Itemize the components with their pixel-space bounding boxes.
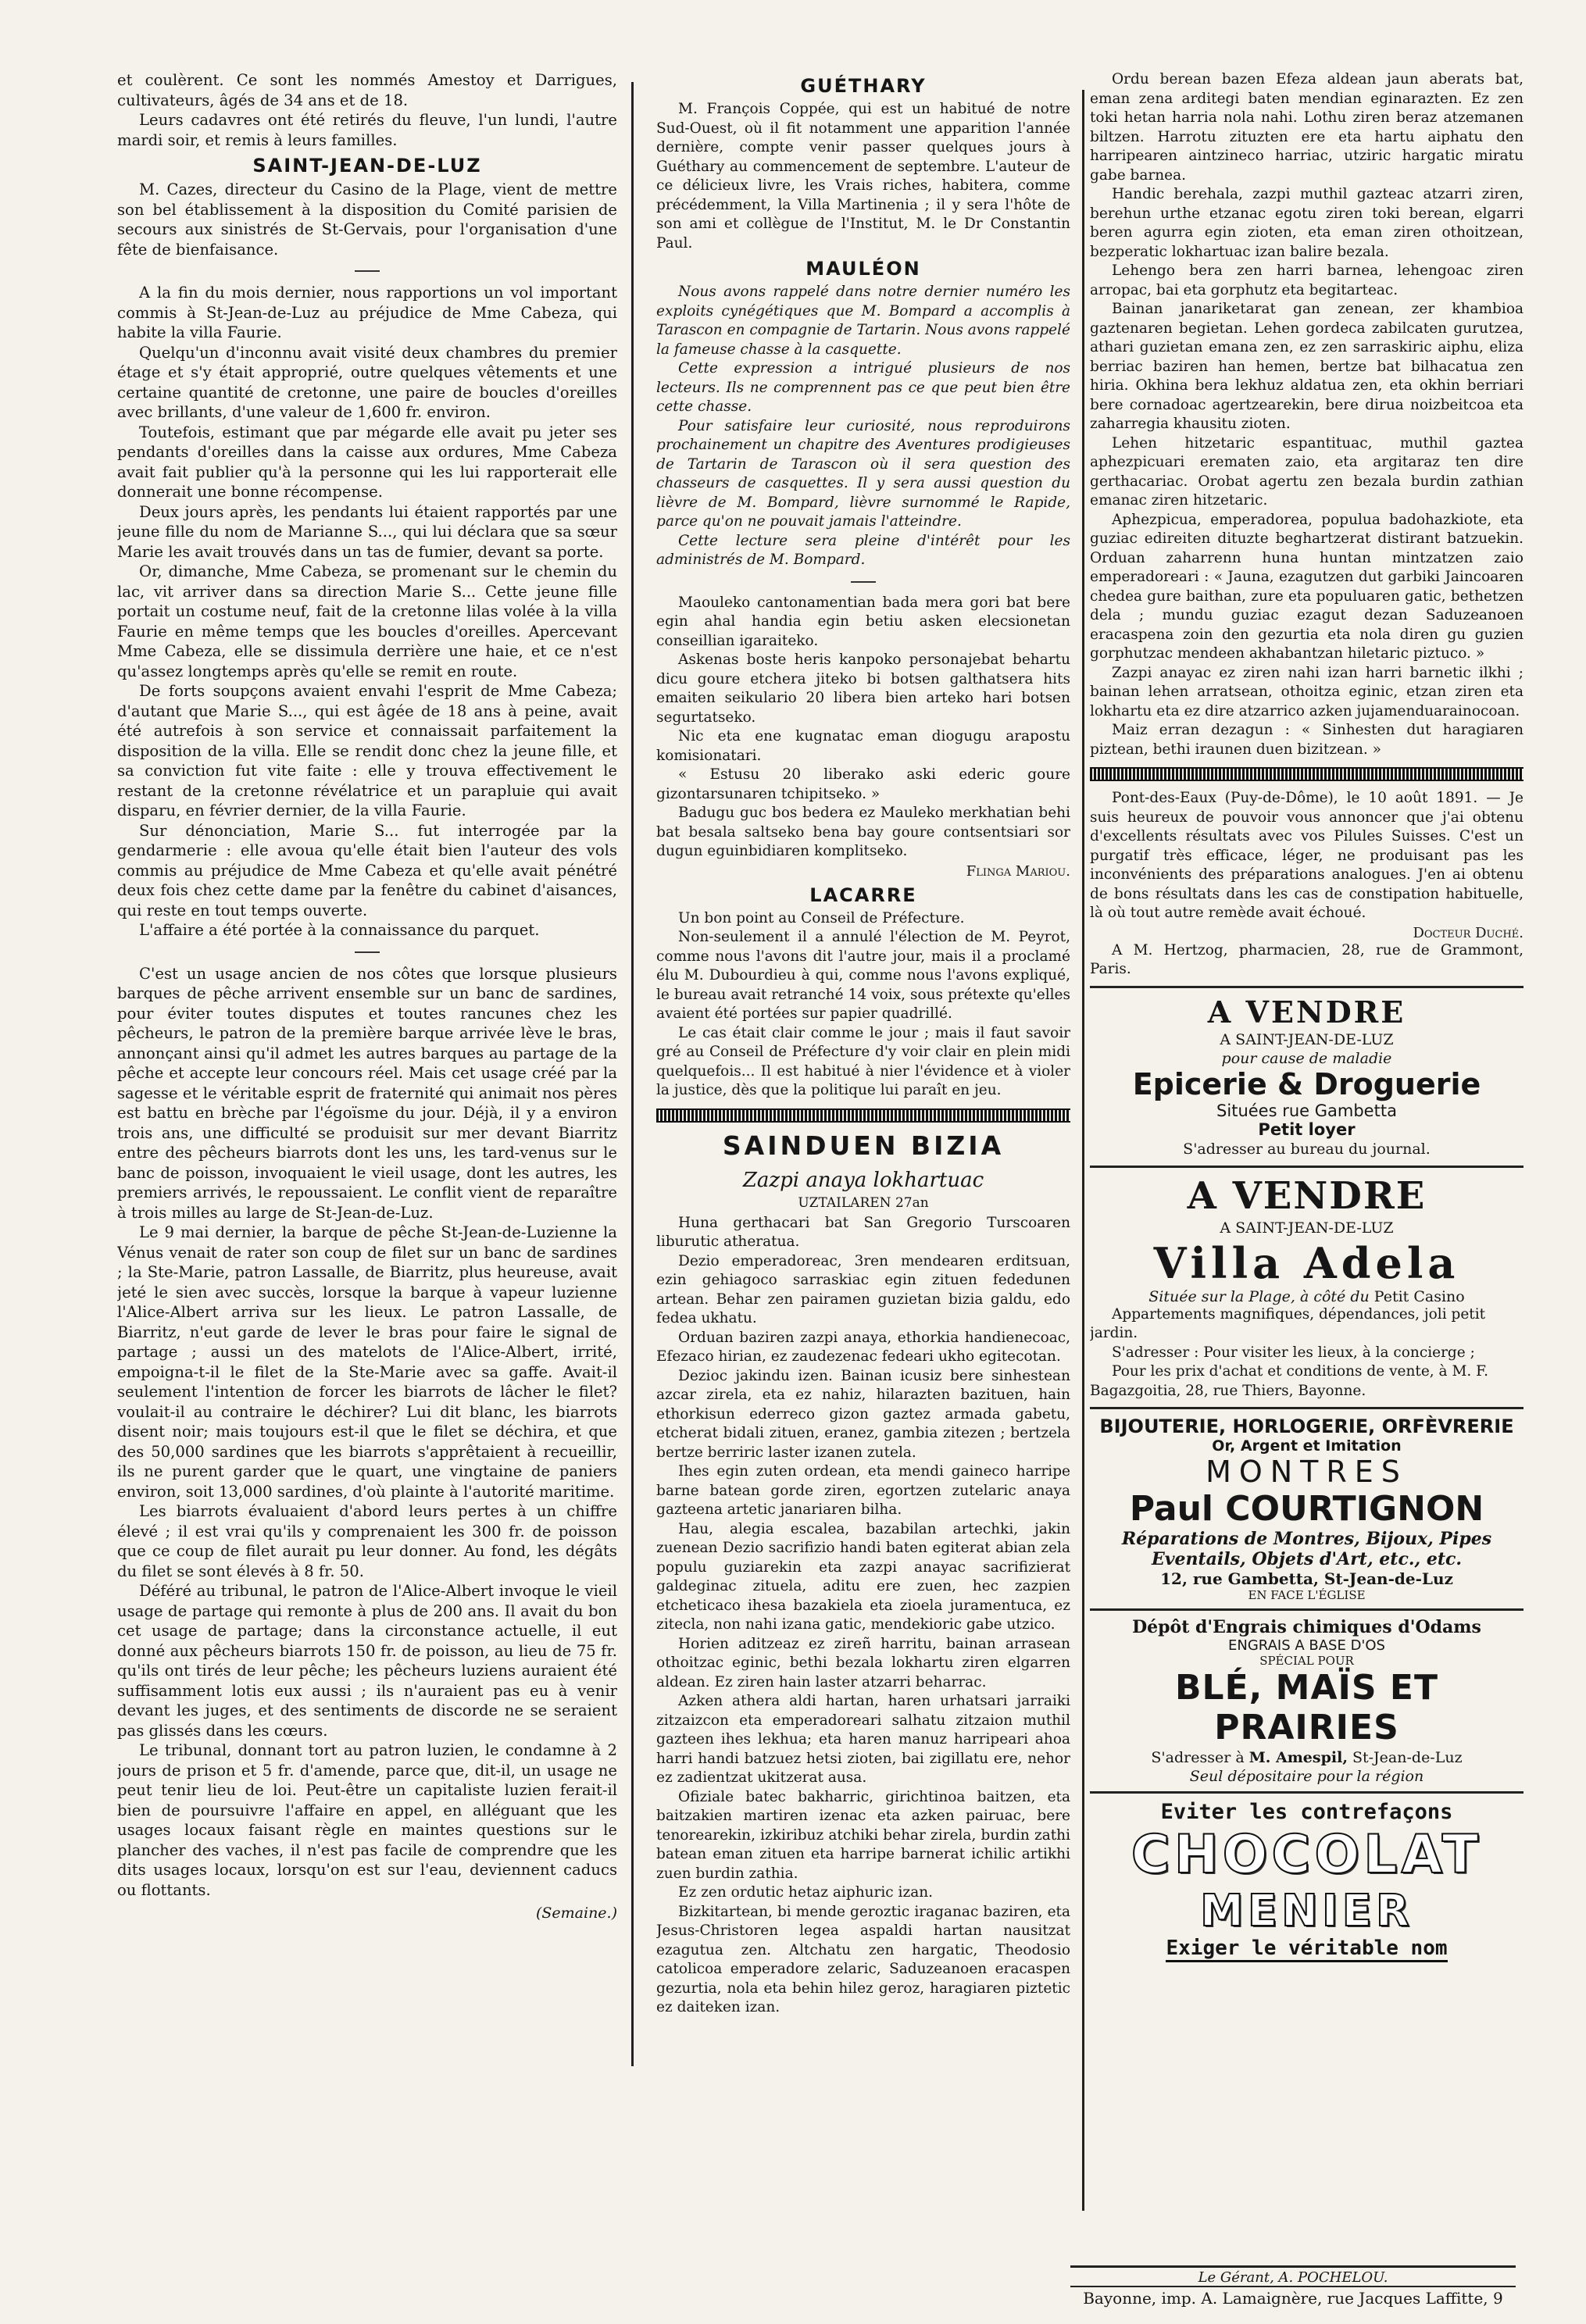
column-3	[1090, 70, 1523, 2203]
advert-line: S'adresser au bureau du journal.	[1183, 1140, 1431, 1158]
article-text: Nous avons rappelé dans notre dernier numéro les exploits cynégétiques que M. Bompard a accomplis à Tarascon en compagnie de Tartarin. Nous avons rappelé la fameuse chasse à la casquette.	[656, 284, 1070, 358]
advert-headline: BIJOUTERIE, HORLOGERIE, ORFÈVRERIE	[1099, 1415, 1514, 1437]
advert-courtignon	[1090, 1415, 1523, 1602]
article-text: Le cas était clair comme le jour ; mais il faut savoir gré au Conseil de Préfecture d'y voir clair en plein midi quelquefois... Il est habitué à nier l'évidence et à violer la justice, dès que la politique lui paraît en jeu.	[656, 1024, 1070, 1098]
section-banner: SAINDUEN BIZIA	[722, 1130, 1005, 1161]
story-text: Lehen hitzetaric espantituac, muthil gaztea aphezpicuari erematen zaio, eta argitaraz ten dire gerthacariac. Orobat agertu zen bezala burdin zathian emanac ziren hitzetaric.	[1090, 434, 1523, 509]
advert-chocolat-menier	[1090, 1800, 1523, 1962]
advert-title: MENIER	[1199, 1886, 1414, 1937]
article-text: Or, dimanche, Mme Cabeza, se promenant sur le chemin du lac, vit arriver dans sa direction Marie S... Cette jeune fille portait un costume neuf, fait de la cretonne lilas volée à la villa Faurie en même temps que les boucles d'oreilles. Apercevant Mme Cabeza, elle se dissimula derrière une haie, et ce n'est qu'assez longtemps après qu'elle se remit en route.	[117, 562, 617, 680]
advert-line: S'adresser à	[1151, 1749, 1245, 1766]
article-text: Déféré au tribunal, le patron de l'Alice-Albert invoque le vieil usage de partage qui remonte à plus de 200 ans. Il avait du bon cet usage de partage; dans la circonstance actuelle, il eut donné aux pêcheurs biarrots 150 fr. de poisson, au lieu de 75 fr. qu'ils ont tirés de leur pêche; les pêcheurs luziens auraient été suffisamment lotis eux aussi ; ils n'auraient pas eu à venir devant les juges, et des sentiments de discorde ne se seraient pas glissés dans les cœurs.	[117, 1582, 617, 1740]
ornamental-rule	[656, 1108, 1070, 1123]
advert-line: A SAINT-JEAN-DE-LUZ	[1220, 1219, 1394, 1237]
article-text: Toutefois, estimant que par mégarde elle avait pu jeter ses pendants d'oreilles dans la caisse aux ordures, Mme Cabeza avait fait publier qu'à la personne qui les lui rapporterait elle donnerait une bonne récompense.	[117, 423, 617, 501]
advert-line: Or, Argent et Imitation	[1212, 1437, 1402, 1455]
advert-line: Réparations de Montres, Bijoux, Pipes	[1121, 1529, 1492, 1549]
advert-line: Eventails, Objets d'Art, etc., etc.	[1151, 1549, 1463, 1569]
advert-title: Epicerie & Droguerie	[1132, 1066, 1481, 1101]
advert-line: Petit Casino	[1373, 1287, 1465, 1305]
advert-headline: Dépôt d'Engrais chimiques d'Odams	[1132, 1617, 1481, 1637]
advert-headline: A VENDRE	[1187, 1173, 1427, 1218]
divider	[1090, 1166, 1523, 1168]
story-text: Ordu berean bazen Efeza aldean jaun aberats bat, eman zena arditegi baten mendian eginarazten. Ez zen toki hetan harria nola nahi. Lothu ziren beraz atzemanen biltzen. Harrotu zituzten ere eta hartu aiphatu den harripearen aintzineco harriac, utziric hargatic miratu gabe barnea.	[1090, 71, 1523, 184]
story-text: Dezio emperadoreac, 3ren mendearen erditsuan, ezin gehiagoco sarraskiac egin zituen fededunen artean. Behar zen pairamen guzietan bizia galdu, edo fedea ukhatu.	[656, 1252, 1070, 1326]
section-heading: GUÉTHARY	[800, 75, 927, 97]
advert-line: Seul dépositaire pour la région	[1189, 1768, 1424, 1785]
imprint-line: Bayonne, imp. A. Lamaignère, rue Jacques Laffitte, 9	[1070, 2286, 1516, 2308]
advert-title: Paul COURTIGNON	[1129, 1489, 1484, 1529]
story-text: Zazpi anayac ez ziren nahi izan harri barnetic ilkhi ; bainan lehen arratsean, othoitza eginic, etzan ziren eta lokhartu eta ez dire atzarrico azken jujamenduarainocoan.	[1090, 664, 1523, 719]
advert-line: ENGRAIS A BASE D'OS	[1228, 1637, 1385, 1654]
story-text: Dezioc jakindu izen. Bainan icusiz bere sinhestean azcar zirela, eta ez nahiz, hilarazten bazituen, hain ethorkisun ederreco gizon gaztez armada gabetu, etcherat bidali zituen, eranez, gambia zitezen ; bertzela bertze berriric laster izanen zutela.	[656, 1367, 1070, 1461]
advert-line: Exiger le véritable nom	[1166, 1937, 1447, 1962]
article-text: Les biarrots évaluaient d'abord leurs pertes à un chiffre élevé ; il est vrai qu'ils y comprenaient les 300 fr. de poisson que ce coup de filet aurait pu leur donner. Au fond, les dégâts du filet se sont élevés à 8 fr. 50.	[117, 1502, 617, 1580]
gerant-line: Le Gérant, A. POCHELOU.	[1198, 2269, 1388, 2286]
page-footer	[1070, 2265, 1516, 2308]
article-text: Non-seulement il a annulé l'élection de M. Peyrot, comme nous l'avons dit l'autre jour, mais il a proclamé élu M. Dubourdieu à qui, comme nous l'avons expliqué, le bureau avait retranché 14 voix, sous prétexte qu'elles avaient été portées sur papier quadrillé.	[656, 929, 1070, 1022]
story-text: Huna gerthacari bat San Gregorio Turscoaren liburutic atheratua.	[656, 1214, 1070, 1250]
advert-line: Petit loyer	[1258, 1119, 1356, 1139]
story-title: Zazpi anaya lokhartuac	[742, 1168, 984, 1192]
advert-line: Appartements magnifiques, dépendances, joli petit jardin.	[1090, 1305, 1486, 1341]
advert-line: Pour les prix d'achat et conditions de vente, à M. F. Bagazgoitia, 28, rue Thiers, Bayonne.	[1090, 1363, 1489, 1399]
advert-line: SPÉCIAL POUR	[1259, 1654, 1354, 1668]
advert-title: Villa Adela	[1153, 1237, 1460, 1288]
advert-line: Située sur la Plage, à côté du	[1148, 1287, 1370, 1305]
advert-epicerie	[1090, 994, 1523, 1159]
advert-line: A SAINT-JEAN-DE-LUZ	[1220, 1030, 1394, 1048]
column-rule-right	[1082, 90, 1084, 2211]
advert-title: BLÉ, MAÏS ET PRAIRIES	[1175, 1668, 1438, 1747]
story-text: Aphezpicua, emperadorea, populua badohazkiote, eta guziac edireiten dituzte beghartzerat distirant batzuekin. Orduan zaharrenn huna huntan mintzatzen zaio emperadoreari : « Jauna, ezagutzen dut garbiki Jaincoaren chedea gure baithan, zure eta populuaren gatic, bethetzen dela ; mundu guziac ezagut dezan Saduzeanoen eracaspena zoin den gezurtia eta nola diren gu guzien gorphutzac mendeen akhabantzan hiletaric piztuco. »	[1090, 511, 1523, 662]
story-text: Lehengo bera zen harri barnea, lehengoac ziren arropac, bai eta gorphutz eta begitarteac.	[1090, 262, 1523, 298]
advert-villa-adela	[1090, 1174, 1523, 1401]
advert-line: M. Amespil,	[1248, 1749, 1348, 1766]
article-text: De forts soupçons avaient envahi l'esprit de Mme Cabeza; d'autant que Marie S..., qui est âgée de 18 ans à peine, avait été autrefois à son service et connaissait parfaitement la disposition de la villa. Elle se rendit donc chez la jeune fille, et sa conviction fut vite faite : elle y trouva effectivement le restant de la cretonne révélatrice et un parapluie qui avait disparu, en février dernier, de la villa Faurie.	[117, 682, 617, 819]
article-text: Maouleko cantonamentian bada mera gori bat bere egin ahal handia egin betiu asken elecsionetan conseillian igaraiteko.	[656, 594, 1070, 649]
column-2	[656, 70, 1070, 2226]
section-heading: MAULÉON	[806, 258, 921, 280]
article-text: Le 9 mai dernier, la barque de pêche St-Jean-de-Luzienne la Vénus venait de rater son coup de filet sur un banc de sardines ; la Ste-Marie, patron Lassalle, de Biarritz, plus heureuse, avait jeté le sien avec succès, lorsque la barque à vapeur luzienne l'Alice-Albert arriva sur les lieux. Le patron Lassalle, de Biarritz, n'eut garde de lever le bras pour faire le signal de partage ; aussi un des matelots de l'Alice-Albert, irrité, empoigna-t-il le filet de la Ste-Marie avec sa gaffe. Avait-il seulement l'intention de forcer les biarrots de lâcher le filet? voulait-il au contraire le déchirer? Lui dit blanc, les biarrots disent noir; mais toujours est-il que le filet se déchira, et que des 50,000 sardines que les biarrots s'apprêtaient à recueillir, ils ne purent garder que le quart, une vingtaine de paniers environ, soit 13,000 sardines, d'où plainte à l'autorité maritime.	[117, 1223, 617, 1501]
advert-address: 12, rue Gambetta, St-Jean-de-Luz	[1160, 1569, 1453, 1588]
story-text: Orduan baziren zazpi anaya, ethorkia handienecoac, Efezaco hirian, ez zaudezenac fedeari ukho egitecotan.	[656, 1329, 1070, 1365]
story-text: Hau, alegia escalea, bazabilan artechki, jakin zuenean Dezio sacrifizio handi baten egiterat abian zela populu guziarekin eta zazpi anayac sacrifizierat galdeginac zituela, aditu ere zuen, hec zazpien etcheticaco ihesa bazakiela eta zioela juramentuca, ez zitecla, non nahi izana gatic, mendekioric gabe utzico.	[656, 1520, 1070, 1633]
advert-address: A M. Hertzog, pharmacien, 28, rue de Grammont, Paris.	[1090, 941, 1523, 977]
divider	[355, 951, 380, 953]
advert-testimonial: Pont-des-Eaux (Puy-de-Dôme), le 10 août 1891. — Je suis heureux de pouvoir vous annoncer que j'ai obtenu d'excellents résultats avec vos Pilules Suisses. C'est un purgatif très efficace, léger, ne produisant pas les inconvénients des préparations analogues. J'en ai obtenu de bons résultats dans les cas de constipation habituelle, là où tout autre remède avait échoué.	[1090, 790, 1523, 921]
article-text: « Estusu 20 liberako aski ederic goure gizontarsunaren tchipitseko. »	[656, 766, 1070, 802]
column-1	[117, 70, 617, 2203]
advert-line: EN FACE L'ÉGLISE	[1248, 1588, 1366, 1602]
section-heading: LACARRE	[809, 884, 917, 906]
article-text: Pour satisfaire leur curiosité, nous reproduirons prochainement un chapitre des Aventures prodigieuses de Tartarin de Tarascon où il sera question des chasseurs de casquettes. Il y sera aussi question du lièvre de M. Bompard, lièvre surnommé le Rapide, parce qu'on ne pouvait jamais l'atteindre.	[656, 417, 1070, 530]
story-text: Ofiziale batec bakharric, girichtinoa baitzen, eta baitzakien martiren izenac eta azken pairuac, bere tenorearekin, izkiribuz atchiki behar zirela, burdin zathi batean eman zituen eta harripe barnerat ichilic artikhi zuen burdin zathia.	[656, 1788, 1070, 1882]
article-text: et coulèrent. Ce sont les nommés Amestoy et Darrigues, cultivateurs, âgés de 34 ans et de 18.	[117, 71, 617, 109]
article-text: Nic eta ene kugnatac eman diogugu arapostu komisionatari.	[656, 728, 1070, 764]
divider	[851, 581, 876, 583]
column-rule-left	[631, 82, 634, 2066]
story-text: Azken athera aldi hartan, haren urhatsari jarraiki zitzaizcon eta emperadoreari salhatu zitzaion muthil gazteen ihes lekhua; eta haren manuz harripeari ahoa harri handi batzuez hetsi zioten, bai zigillatu ere, nehor ez zadientzat ukitzerat ausa.	[656, 1693, 1070, 1786]
story-text: Horien aditzeaz ez zireñ harritu, bainan arrasean othoitzac eginic, bethi bezala lokhartu ziren elgarren aldean. Ez ziren hain laster atzarri beharrac.	[656, 1635, 1070, 1690]
advert-line: pour cause de maladie	[1221, 1049, 1392, 1067]
article-text: Un bon point au Conseil de Préfecture.	[678, 909, 965, 926]
article-text: Badugu guc bos bedera ez Mauleko merkhatian behi bat besala saltseko bena bay goure contsentsiari sor dugun eguinbidiaren komplitseko.	[656, 805, 1070, 859]
testimonial-signature: Docteur Duché.	[1413, 924, 1523, 941]
article-text: M. Cazes, directeur du Casino de la Plage, vient de mettre son bel établissement à la disposition du Comité parisien de secours aux sinistrés de St-Gervais, pour l'organisation d'une fête de bienfaisance.	[117, 180, 617, 259]
divider	[1070, 2265, 1516, 2268]
section-heading: SAINT-JEAN-DE-LUZ	[252, 155, 482, 177]
advert-line: S'adresser : Pour visiter les lieux, à la concierge ;	[1112, 1344, 1475, 1361]
divider	[1090, 1407, 1523, 1409]
article-text: Deux jours après, les pendants lui étaient rapportés par une jeune fille du nom de Marianne S..., qui lui déclara que sa sœur Marie les avait trouvés dans un tas de fumier, devant sa porte.	[117, 502, 617, 561]
article-text: C'est un usage ancien de nos côtes que lorsque plusieurs barques de pêche arrivent ensemble sur un banc de sardines, pour éviter toutes disputes et toutes rancunes chez les pêcheurs, le patron de la première barque arrivée lève le bras, annonçant ainsi qu'il admet les autres barques au partage de la pêche et accepte leur concours réel. Mais cet usage créé par la sagesse et le véritable esprit de fraternité qui animait nos pères est battu en brèche par l'égoïsme du jour. Déjà, il y a environ trois ans, une difficulté se produisit sur mer devant Biarritz entre des pêcheurs biarrots dont les uns, les tard-venus sur le banc de poisson, invoquaient le vieil usage, dont les autres, les premiers arrivés, le repoussaient. Le conflit vient de reparaître à trois milles au large de St-Jean-de-Luz.	[117, 964, 617, 1222]
article-text: Quelqu'un d'inconnu avait visité deux chambres du premier étage et s'y était approprié, outre quelques vêtements et une certaine quantité de cretonne, une paire de boucles d'oreilles avec brillants, d'une valeur de 1,600 fr. environ.	[117, 343, 617, 421]
story-text: Bainan janariketarat gan zenean, zer khambioa gaztenaren begietan. Lehen gordeca zabilcaten gurutzea, athari guzietan emana zen, ez zen sarraskiric aiphu, eliza berriac baziren han hemen, bertze bat bilhacatua zen hiria. Okhina bera lekhuz aldatua zen, eta okhin berriari bere cornadoac agertzearekin, bere dirua noizbeitcoa eta zaharregia khausitu zioten.	[1090, 301, 1523, 432]
article-text: Le tribunal, donnant tort au patron luzien, le condamne à 2 jours de prison et 5 fr. d'amende, parce que, dit-il, un usage ne peut tenir lieu de loi. Peut-être un capitaliste luzien ferait-il bien de poursuivre l'affaire en appel, en alléguant que les usages locaux faisant règle en maintes questions sur le plancher des vaches, il n'est pas facile de comprendre que les dits usages locaux, lorsqu'on est sur l'eau, deviennent caducs ou flottants.	[117, 1741, 617, 1899]
advert-line: Situées rue Gambetta	[1216, 1101, 1397, 1120]
story-text: Ihes egin zuten ordean, eta mendi gaineco harripe barne batean gorde ziren, egortzen zutelaric anaya gazteena artetic janariaren bilha.	[656, 1463, 1070, 1518]
article-text: A la fin du mois dernier, nous rapportions un vol important commis à St-Jean-de-Luz au préjudice de Mme Cabeza, qui habite la villa Faurie.	[117, 284, 617, 341]
advert-engrais	[1090, 1617, 1523, 1785]
article-text: Leurs cadavres ont été retirés du fleuve, l'un lundi, l'autre mardi soir, et remis à leurs familles.	[117, 111, 617, 149]
article-signature: Flinga Mariou.	[966, 862, 1070, 880]
story-text: Ez zen ordutic hetaz aiphuric izan.	[678, 1884, 934, 1901]
article-text: Cette lecture sera pleine d'intérêt pour les administrés de M. Bompard.	[656, 532, 1070, 568]
story-text: Maiz erran dezagun : « Sinhesten dut haragiaren piztean, bethi iraunen duen bizitzean. »	[1090, 722, 1523, 758]
article-source: (Semaine.)	[535, 1905, 617, 1922]
advert-line: St-Jean-de-Luz	[1352, 1749, 1463, 1766]
story-text: Bizkitartean, bi mende geroztic iraganac baziren, eta Jesus-Christoren legea aspaldi hartan nausitzat ezagutua zen. Altchatu zen hargatic, Theodosio catolicoa emperadore zelaric, Saduzeanoen eracaspen gezurtia, nola eta behin hilez geroz, haragiaren piztetic ez daiteken izan.	[656, 1903, 1070, 2015]
article-text: Askenas boste heris kanpoko personajebat behartu dicu goure etchera jiteko bi botsen galthatsera hits emaiten seikulario 20 libera bien arteko hari botsen segurtatseko.	[656, 652, 1070, 726]
divider	[1090, 986, 1523, 988]
story-text: Handic berehala, zazpi muthil gazteac atzarri ziren, berehun urthe etzanac egotu ziren toki berean, elgarri beren agurra egin zioten, eta eman ziren othoitzean, bezperatic lokhartuac izan balire bezala.	[1090, 186, 1523, 260]
article-text: L'affaire a été portée à la connaissance du parquet.	[139, 921, 540, 939]
article-text: Sur dénonciation, Marie S... fut interrogée par la gendarmerie : elle avoua qu'elle était bien l'auteur des vols commis au préjudice de Mme Cabeza et qu'elle avait pénétré deux fois chez cette dame par la fenêtre du cabinet d'aisances, qui reste en tout temps ouverte.	[117, 821, 617, 919]
divider	[1090, 1608, 1523, 1611]
divider	[355, 270, 380, 272]
advert-line: MONTRES	[1206, 1455, 1408, 1489]
article-text: M. François Coppée, qui est un habitué de notre Sud-Ouest, où il fit notamment une apparition l'année dernière, compte venir passer quelques jours à Guéthary au commencement de septembre. L'auteur de ce délicieux livre, les Vrais riches, habitera, comme précédemment, la Villa Martinenia ; il y sera l'hôte de son ami et collègue de l'Institut, M. le Dr Constantin Paul.	[656, 101, 1070, 252]
advert-title: CHOCOLAT	[1131, 1824, 1483, 1886]
advert-line: Eviter les contrefaçons	[1160, 1800, 1453, 1824]
story-date: UZTAILAREN 27an	[798, 1194, 929, 1211]
divider	[1090, 1791, 1523, 1794]
advert-headline: A VENDRE	[1207, 994, 1406, 1030]
ornamental-rule	[1090, 767, 1523, 781]
article-text: Cette expression a intrigué plusieurs de nos lecteurs. Ils ne comprennent pas ce que peut bien être cette chasse.	[656, 360, 1070, 415]
